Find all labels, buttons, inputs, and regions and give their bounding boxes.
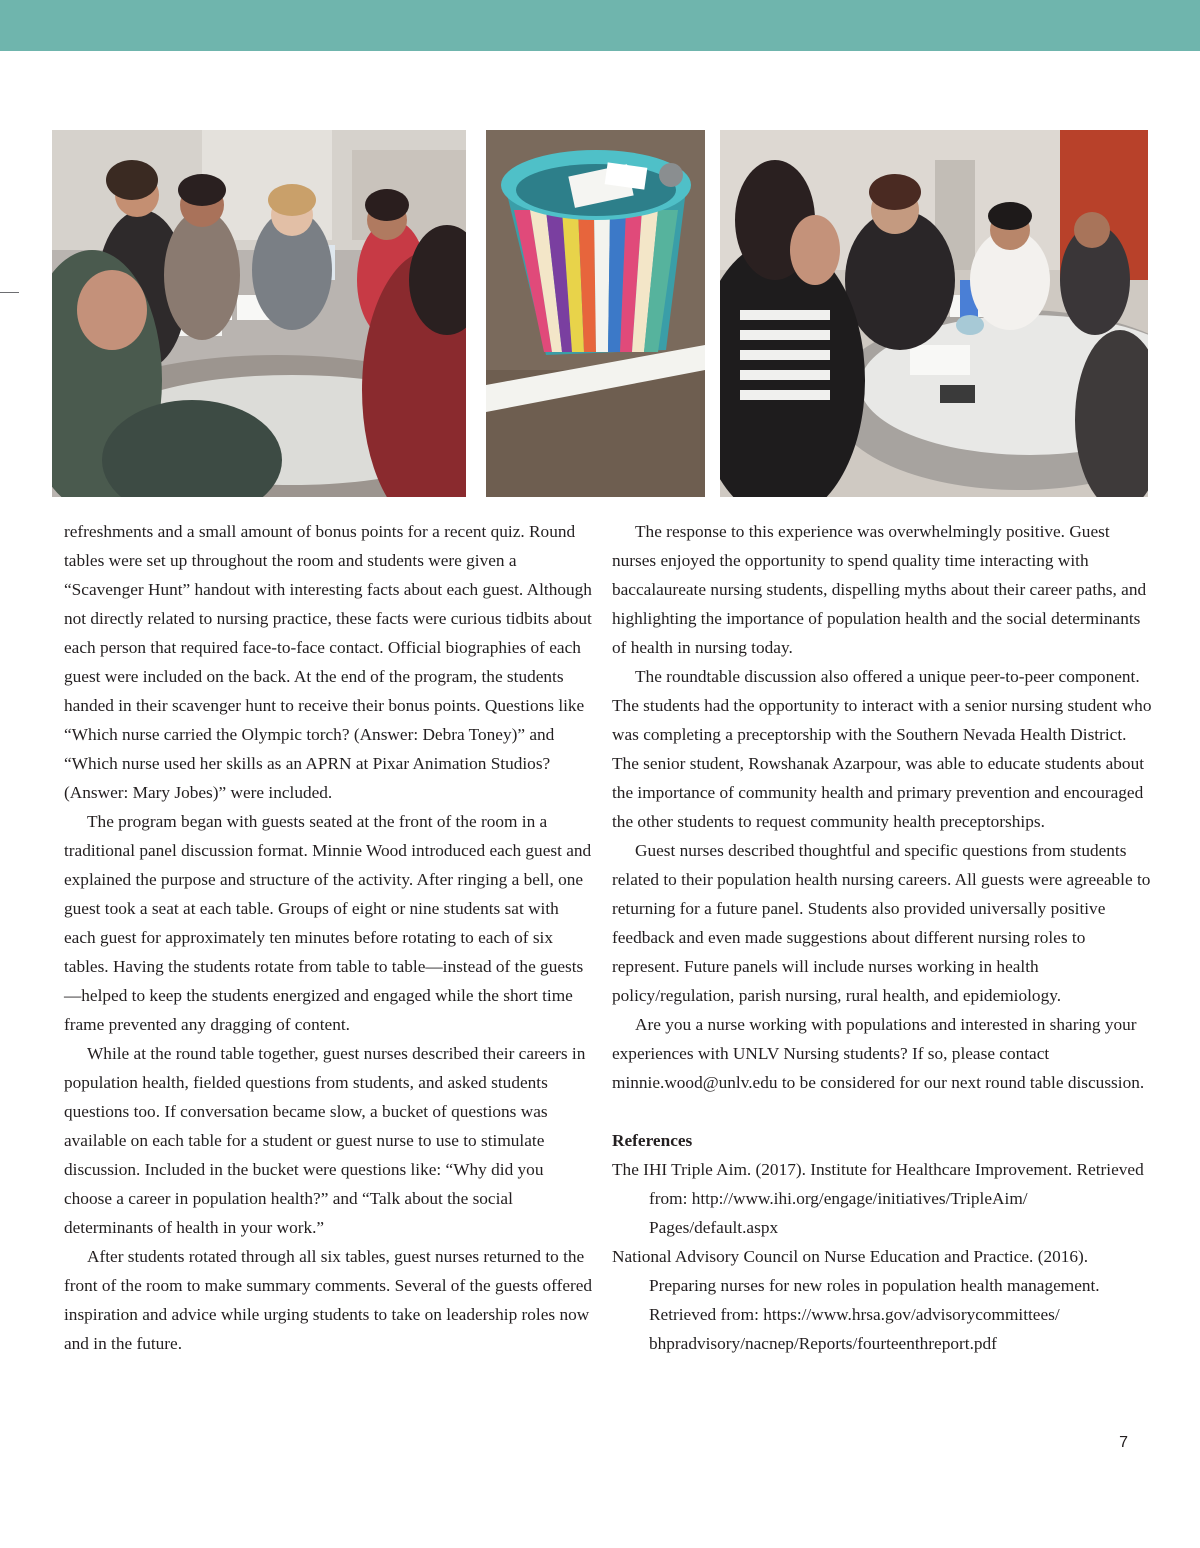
page-number: 7	[1119, 1434, 1128, 1451]
right-text-column	[612, 517, 1152, 1358]
reference-entry-2: National Advisory Council on Nurse Education and Practice. (2016). Preparing nurses for new roles in population health management. Retrieved from: https://www.hrsa.gov/advisorycommittees/ bhpradvisory/nacnep/Reports/fourteenthreport.pdf	[612, 1247, 1100, 1353]
left-paragraph-3: While at the round table together, guest nurses described their careers in population health, fielded questions from students, and asked students questions too. If conversation became slow, a bucket of questions was available on each table for a student or guest nurse to use to stimulate discussion. Included in the bucket were questions like: “Why did you choose a career in population health?” and “Talk about the social determinants of health in your work.”	[64, 1044, 586, 1237]
right-paragraph-3: Guest nurses described thoughtful and specific questions from students related to their population health nursing careers. All guests were agreeable to returning for a future panel. Students also provided universally positive feedback and even made suggestions about different nursing roles to represent. Future panels will include nurses working in health policy/regulation, parish nursing, rural health, and epidemiology.	[612, 841, 1151, 1005]
photo-question-bucket-image	[486, 130, 705, 497]
references-heading: References	[612, 1131, 693, 1150]
margin-rule	[0, 292, 19, 293]
photo-round-table-right	[720, 130, 1148, 497]
right-paragraph-4: Are you a nurse working with populations and interested in sharing your experiences with UNLV Nursing students? If so, please contact minnie.wood@unlv.edu to be considered for our next round table discussion.	[612, 1015, 1145, 1092]
right-paragraph-1: The response to this experience was overwhelmingly positive. Guest nurses enjoyed the opportunity to spend quality time interacting with baccalaureate nursing students, dispelling myths about their career paths, and highlighting the importance of population health and the social determinants of health in nursing today.	[612, 522, 1147, 657]
left-paragraph-2: The program began with guests seated at the front of the room in a traditional panel discussion format. Minnie Wood introduced each guest and explained the purpose and structure of the activity. After ringing a bell, one guest took a seat at each table. Groups of eight or nine students sat with each guest for approximately ten minutes before rotating to each of six tables. Having the students rotate from table to table—instead of the guests—helped to keep the students energized and engaged while the short time frame prevented any dragging of content.	[64, 812, 592, 1034]
photo-round-table-left	[52, 130, 466, 497]
right-paragraph-2: The roundtable discussion also offered a unique peer-to-peer component. The students had the opportunity to interact with a senior nursing student who was completing a preceptorship with the Southern Nevada Health District. The senior student, Rowshanak Azarpour, was able to educate students about the importance of community health and primary prevention and encouraged the other students to request community health preceptorships.	[612, 667, 1152, 831]
left-text-column	[64, 517, 594, 1358]
left-paragraph-1: refreshments and a small amount of bonus points for a recent quiz. Round tables were set up throughout the room and students were given a “Scavenger Hunt” handout with interesting facts about each guest. Although not directly related to nursing practice, these facts were curious tidbits about each person that required face-to-face contact. Official biographies of each guest were included on the back. At the end of the program, the students handed in their scavenger hunt to receive their bonus points. Questions like “Which nurse carried the Olympic torch? (Answer: Debra Toney)” and “Which nurse used her skills as an APRN at Pixar Animation Studios? (Answer: Mary Jobes)” were included.	[64, 522, 592, 802]
photo-question-bucket	[486, 130, 705, 497]
photo-round-table-left-image	[52, 130, 466, 497]
reference-entry-1: The IHI Triple Aim. (2017). Institute for Healthcare Improvement. Retrieved from: http://www.ihi.org/engage/initiatives/TripleAim/ Pages/default.aspx	[612, 1160, 1144, 1237]
left-paragraph-4: After students rotated through all six tables, guest nurses returned to the front of the room to make summary comments. Several of the guests offered inspiration and advice while urging students to take on leadership roles now and in the future.	[64, 1247, 593, 1353]
photo-round-table-right-image	[720, 130, 1148, 497]
header-color-band	[0, 0, 1200, 51]
